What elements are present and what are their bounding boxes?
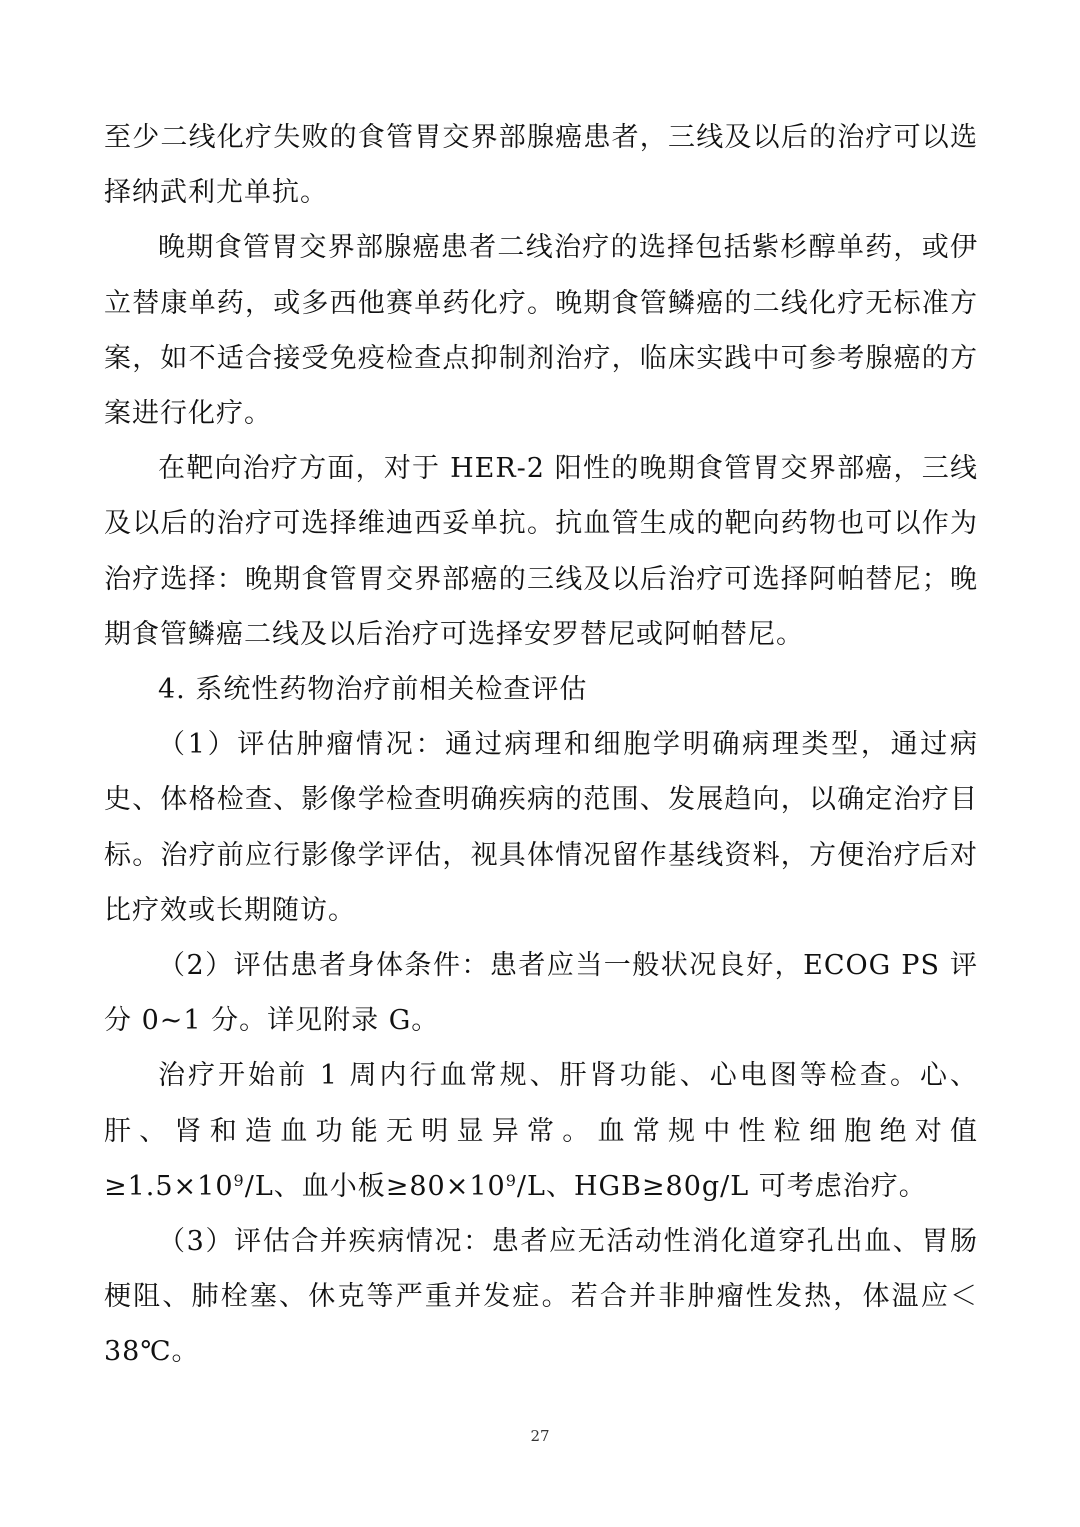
section-heading-pretreatment-evaluation: 4. 系统性药物治疗前相关检查评估 [158, 674, 588, 706]
paragraph-comorbidity: （3）评估合并疾病情况：患者应无活动性消化道穿孔出血、胃肠梗阻、肺栓塞、休克等严重并发症。若合并非肿瘤性发热，体温应＜38℃。 [104, 1226, 978, 1368]
lab-text-part3: /L、HGB≥80g/L 可考虑治疗。 [516, 1170, 927, 1202]
superscript-exponent: 9 [233, 1170, 245, 1190]
lab-text-part1: 治疗开始前 1 周内行血常规、肝肾功能、心电图等检查。心、肝、肾和造血功能无明显异常。血常规中性粒细胞绝对值≥1.5×10 [104, 1060, 978, 1202]
body-text [104, 110, 978, 1380]
page-number: 27 [530, 1427, 550, 1445]
lab-text-part2: /L、血小板≥80×10 [244, 1170, 506, 1202]
paragraph-lab-tests [104, 1048, 978, 1214]
paragraph-physical-condition: （2）评估患者身体条件：患者应当一般状况良好，ECOG PS 评分 0~1 分。详见附录 G。 [104, 950, 978, 1037]
paragraph-nivolumab: 至少二线化疗失败的食管胃交界部腺癌患者，三线及以后的治疗可以选择纳武利尤单抗。 [104, 122, 978, 209]
superscript-exponent: 9 [505, 1170, 517, 1190]
paragraph-second-line-therapy: 晚期食管胃交界部腺癌患者二线治疗的选择包括紫杉醇单药，或伊立替康单药，或多西他赛单药化疗。晚期食管鳞癌的二线化疗无标准方案，如不适合接受免疫检查点抑制剂治疗，临床实践中可参考腺癌的方案进行化疗。 [104, 232, 978, 430]
paragraph-targeted-therapy: 在靶向治疗方面，对于 HER-2 阳性的晚期食管胃交界部癌，三线及以后的治疗可选择维迪西妥单抗。抗血管生成的靶向药物也可以作为治疗选择：晚期食管胃交界部癌的三线及以后治疗可选择阿帕替尼；晚期食管鳞癌二线及以后治疗可选择安罗替尼或阿帕替尼。 [104, 453, 978, 650]
paragraph-tumor-evaluation: （1）评估肿瘤情况：通过病理和细胞学明确病理类型，通过病史、体格检查、影像学检查明确疾病的范围、发展趋向，以确定治疗目标。治疗前应行影像学评估，视具体情况留作基线资料，方便治疗后对比疗效或长期随访。 [104, 729, 978, 926]
